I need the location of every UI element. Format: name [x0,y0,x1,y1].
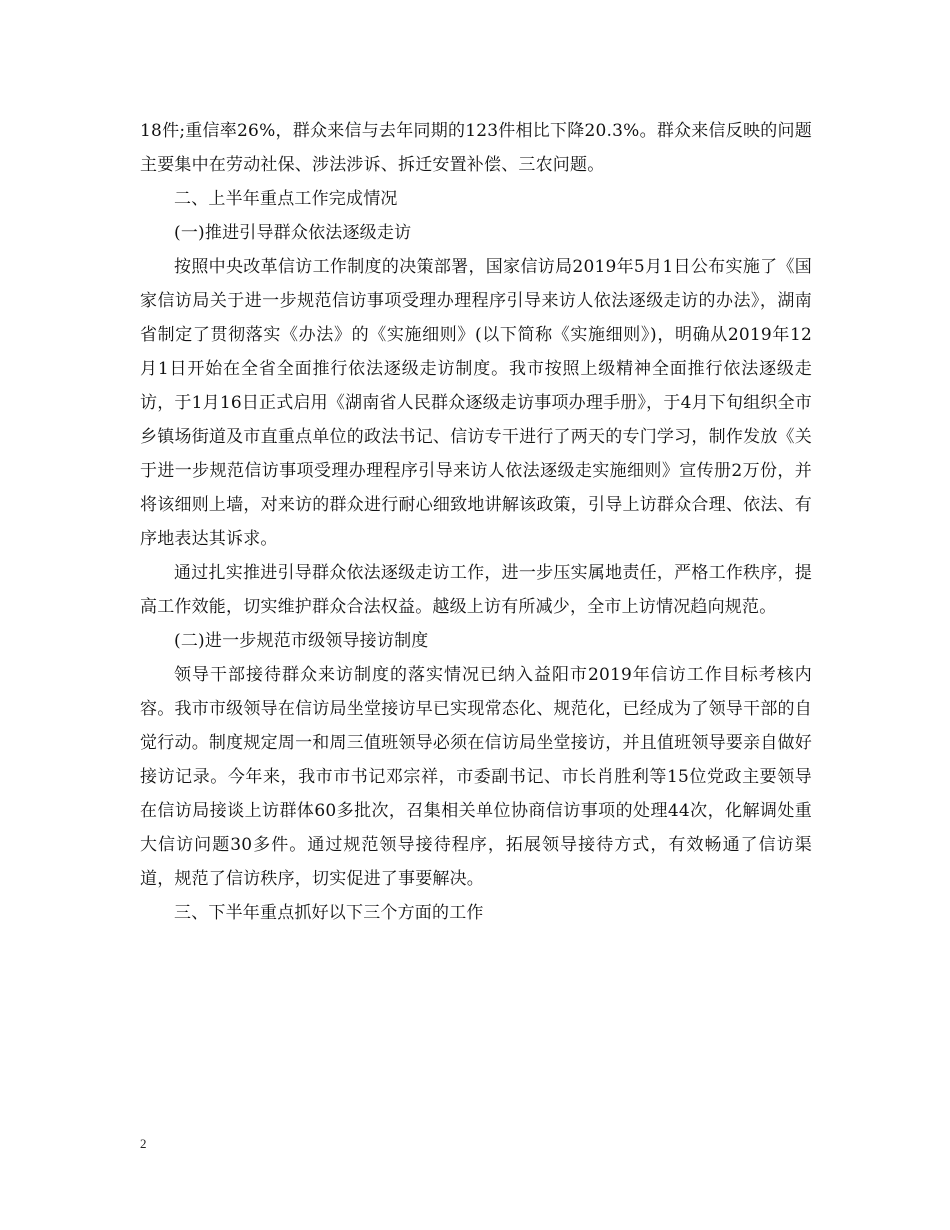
document-body [140,114,812,930]
paragraph-leader-reception-system: 领导干部接待群众来访制度的落实情况已纳入益阳市2019年信访工作目标考核内容。我市市级领导在信访局坐堂接访早已实现常态化、规范化，已经成为了领导干部的自觉行动。制度规定周一和周三值班领导必须在信访局坐堂接访，并且值班领导要亲自做好接访记录。今年来，我市市书记邓宗祥，市委副书记、市长肖胜利等15位党政主要领导在信访局接谈上访群体60多批次，召集相关单位协商信访事项的处理44次，化解调处重大信访问题30多件。通过规范领导接待程序，拓展领导接待方式，有效畅通了信访渠道，规范了信访秩序，切实促进了事要解决。 [140,665,812,889]
page-number: 2 [140,1136,147,1151]
subsection-heading-step-by-step-visits: (一)推进引导群众依法逐级走访 [174,223,412,243]
paragraph-visit-results: 通过扎实推进引导群众依法逐级走访工作，进一步压实属地责任，严格工作秩序，提高工作效能，切实维护群众合法权益。越级上访有所减少，全市上访情况趋向规范。 [140,563,812,617]
section-heading-second-half-work: 三、下半年重点抓好以下三个方面的工作 [174,903,484,923]
paragraph-petition-statistics: 18件;重信率26%，群众来信与去年同期的123件相比下降20.3%。群众来信反映的问题主要集中在劳动社保、涉法涉诉、拆迁安置补偿、三农问题。 [140,121,812,175]
section-heading-first-half-work: 二、上半年重点工作完成情况 [174,189,398,209]
subsection-heading-leader-reception: (二)进一步规范市级领导接访制度 [174,631,429,651]
paragraph-visit-policy-implementation: 按照中央改革信访工作制度的决策部署，国家信访局2019年5月1日公布实施了《国家信访局关于进一步规范信访事项受理办理程序引导来访人依法逐级走访的办法》，湖南省制定了贯彻落实《办法》的《实施细则》(以下简称《实施细则》)，明确从2019年12月1日开始在全省全面推行依法逐级走访制度。我市按照上级精神全面推行依法逐级走访，于1月16日正式启用《湖南省人民群众逐级走访事项办理手册》，于4月下旬组织全市乡镇场街道及市直重点单位的政法书记、信访专干进行了两天的专门学习，制作发放《关于进一步规范信访事项受理办理程序引导来访人依法逐级走实施细则》宣传册2万份，并将该细则上墙，对来访的群众进行耐心细致地讲解该政策，引导上访群众合理、依法、有序地表达其诉求。 [140,257,812,549]
